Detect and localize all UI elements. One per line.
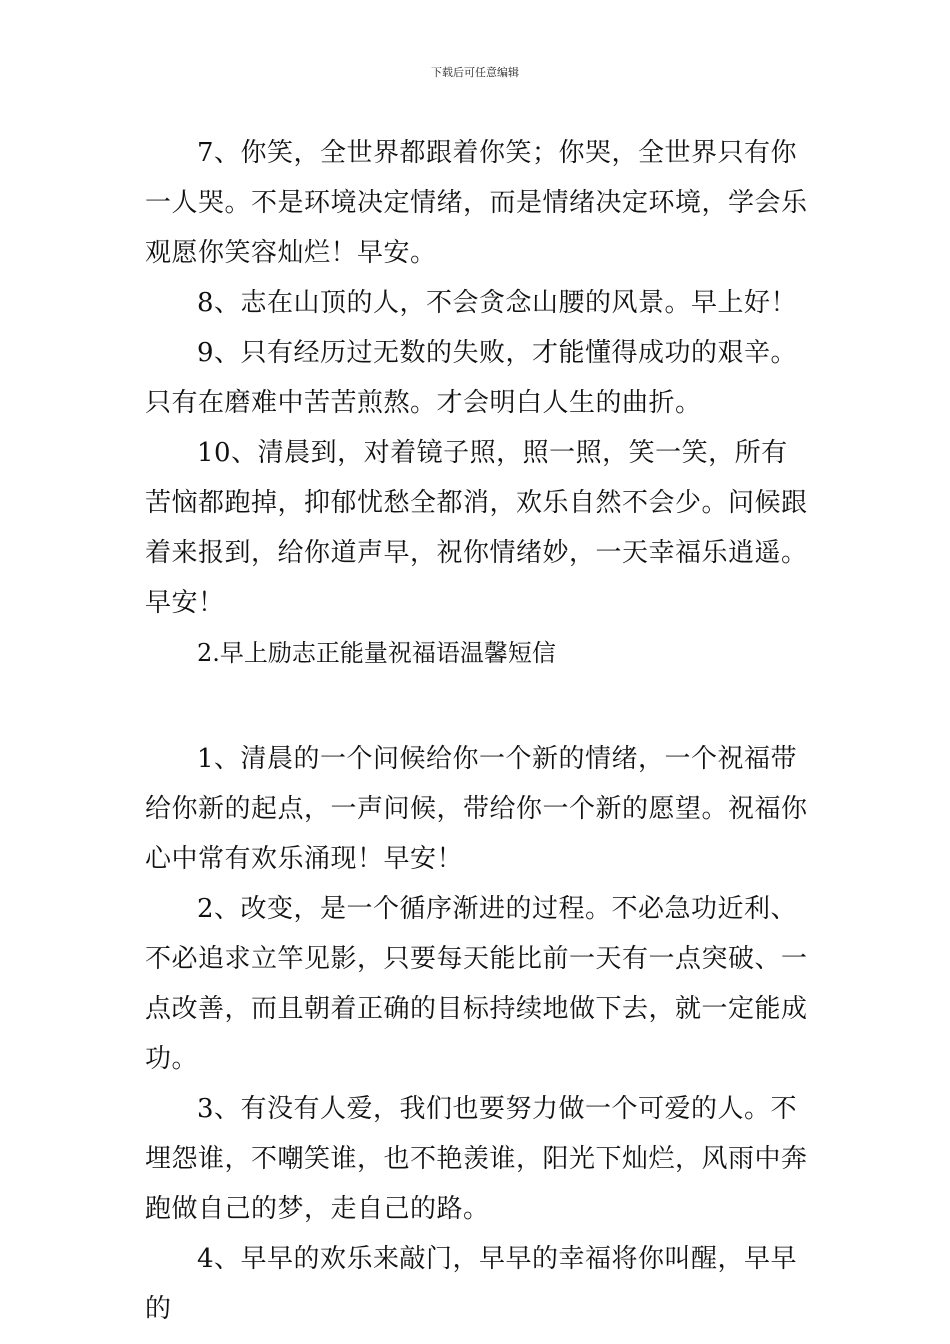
paragraph-9: 9、只有经历过无数的失败，才能懂得成功的艰辛。只有在磨难中苦苦煎熬。才会明白人生的曲折。 xyxy=(145,338,798,418)
paragraph-7: 7、你笑，全世界都跟着你笑；你哭，全世界只有你一人哭。不是环境决定情绪，而是情绪决定环境，学会乐观愿你笑容灿烂！早安。 xyxy=(145,138,808,268)
section-heading: 2.早上励志正能量祝福语温馨短信 xyxy=(197,639,556,667)
document-body xyxy=(145,128,809,1334)
paragraph-10: 10、清晨到，对着镜子照，照一照，笑一笑，所有苦恼都跑掉，抑郁忧愁全都消，欢乐自然不会少。问候跟着来报到，给你道声早，祝你情绪妙，一天幸福乐逍遥。早安！ xyxy=(145,438,808,618)
paragraph-8: 8、志在山顶的人，不会贪念山腰的风景。早上好！ xyxy=(197,288,798,318)
paragraph-s2-1: 1、清晨的一个问候给你一个新的情绪，一个祝福带给你新的起点，一声问候，带给你一个新的愿望。祝福你心中常有欢乐涌现！早安！ xyxy=(145,744,808,874)
paragraph-s2-4: 4、早早的欢乐来敲门，早早的幸福将你叫醒，早早的 xyxy=(145,1244,798,1324)
page-header: 下载后可任意编辑 xyxy=(431,66,519,79)
paragraph-s2-3: 3、有没有人爱，我们也要努力做一个可爱的人。不埋怨谁，不嘲笑谁，也不艳羡谁，阳光下灿烂，风雨中奔跑做自己的梦，走自己的路。 xyxy=(145,1094,808,1224)
paragraph-s2-2: 2、改变，是一个循序渐进的过程。不必急功近利、不必追求立竿见影，只要每天能比前一天有一点突破、一点改善，而且朝着正确的目标持续地做下去，就一定能成功。 xyxy=(145,894,808,1074)
